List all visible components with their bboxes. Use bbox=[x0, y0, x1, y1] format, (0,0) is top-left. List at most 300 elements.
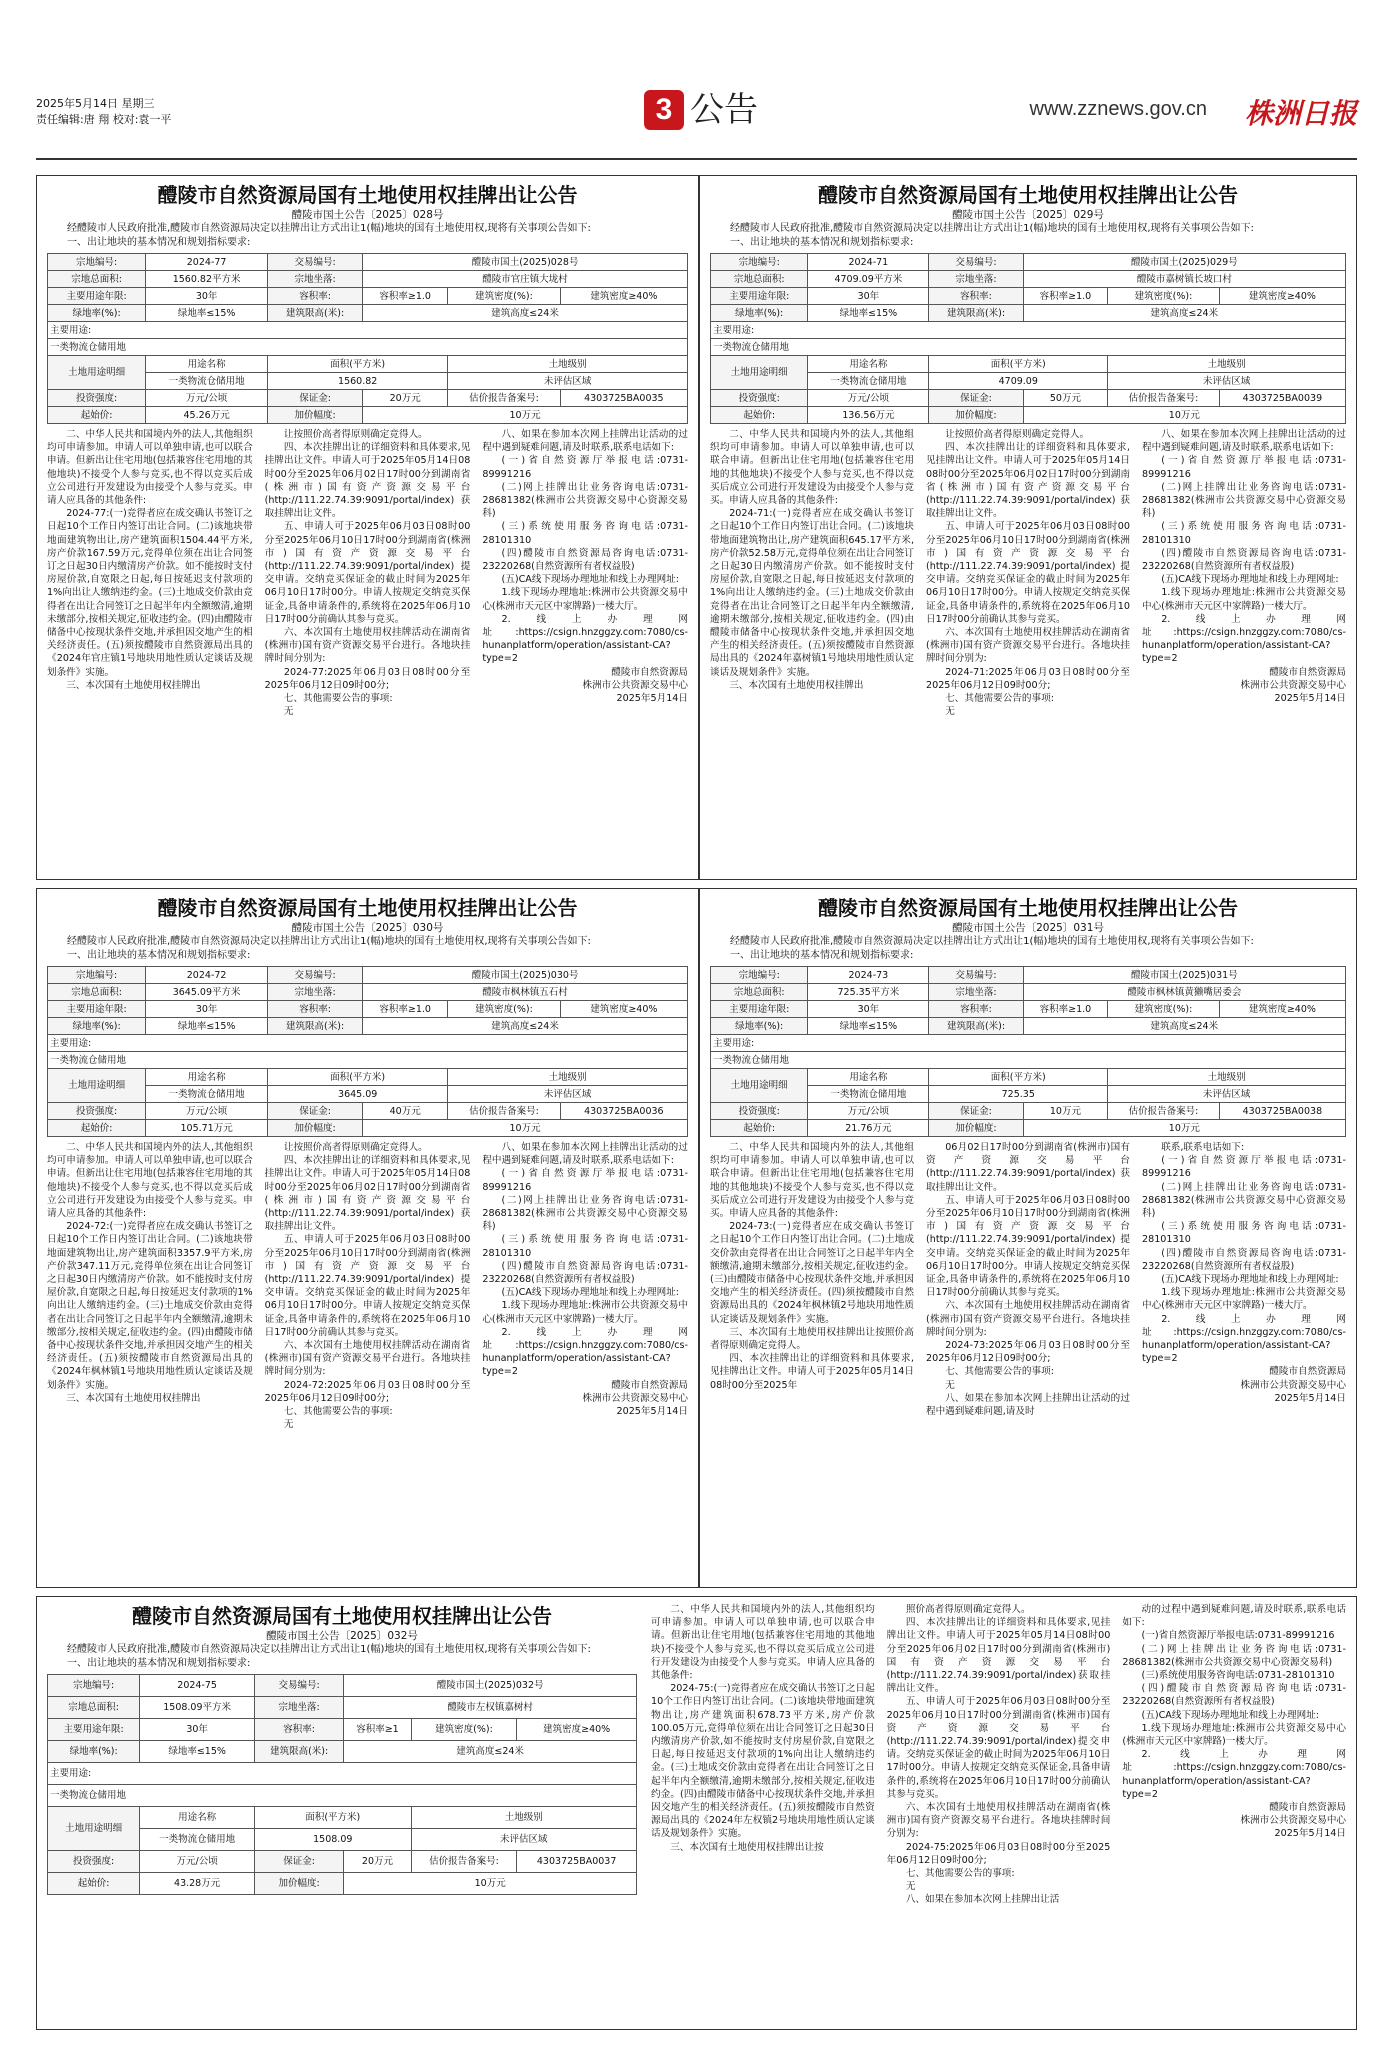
table-cell: 起始价: bbox=[48, 407, 146, 424]
table-cell: 2024-71 bbox=[808, 254, 929, 271]
paragraph: 照价高者得原则确定竞得人。 bbox=[905, 1604, 1031, 1615]
paragraph: 联系,联系电话如下: bbox=[1161, 1142, 1245, 1153]
table-cell: 加价幅度: bbox=[929, 1120, 1023, 1137]
table-row bbox=[711, 1069, 1346, 1086]
table-cell: 万元/公顷 bbox=[808, 390, 929, 407]
table-cell: 10万元 bbox=[363, 1120, 688, 1137]
table-cell: 容积率: bbox=[268, 1001, 363, 1018]
paragraph: (四)醴陵市自然资源局咨询电话:0731-23220268(自然资源所有者权益股) bbox=[482, 547, 689, 573]
table-cell: 加价幅度: bbox=[254, 1873, 343, 1895]
notice-031 bbox=[699, 888, 1357, 1588]
table-cell: 绿地率(%): bbox=[48, 1741, 140, 1763]
table-cell: 建筑限高(米): bbox=[929, 305, 1023, 322]
table-row bbox=[48, 1873, 637, 1895]
paragraph: (二)网上挂牌出让业务咨询电话:0731-28681382(株洲市公共资源交易中心资源交易科) bbox=[1122, 1643, 1347, 1668]
paragraph: 八、如果在参加本次网上挂牌出让活动的过程中遇到疑难问题,请及时 bbox=[926, 1392, 1130, 1418]
notice-body-columns bbox=[47, 428, 688, 718]
notice-title: 醴陵市自然资源局国有土地使用权挂牌出让公告 bbox=[132, 1604, 552, 1628]
paragraph: 二、中华人民共和国境内外的法人,其他组织均可申请参加。申请人可以单独申请,也可以联合申请。但新出让住宅用地(包括兼容住宅用地的其他地块)不接受个人参与竞买,也不得以竞买后成立公司进行开发建设为由接受个人参与竞买。申请人应具备的其他条件: bbox=[651, 1604, 875, 1682]
table-cell: 一类物流仓储用地 bbox=[808, 373, 929, 390]
table-cell: 主要用途: bbox=[48, 322, 688, 339]
paragraph: 2.线上办理网址:https://csign.hnzggzy.com:7080/cs-hunanplatform/operation/assistant-CA?type=2 bbox=[1142, 613, 1346, 665]
table-cell: 土地级别 bbox=[1108, 1069, 1346, 1086]
paragraph: 三、本次国有土地使用权挂牌出 bbox=[729, 679, 864, 691]
signature-line: 醴陵市自然资源局 bbox=[611, 666, 689, 678]
table-row bbox=[711, 1018, 1346, 1035]
paragraph: 八、如果在参加本次网上挂牌出让活 bbox=[905, 1894, 1060, 1906]
table-cell: 万元/公顷 bbox=[140, 1851, 255, 1873]
paragraph: (五)CA线下现场办理地址和线上办理网址: bbox=[1161, 1274, 1339, 1286]
table-cell: 宗地总面积: bbox=[711, 271, 808, 288]
table-row bbox=[711, 356, 1346, 373]
table-row bbox=[48, 1052, 688, 1069]
table-cell: 面积(平方米) bbox=[929, 356, 1108, 373]
paragraph: 七、其他需要公告的事项: bbox=[283, 1406, 393, 1418]
table-cell: 建筑限高(米): bbox=[254, 1741, 343, 1763]
text-column bbox=[1142, 428, 1346, 718]
paragraph: (五)CA线下现场办理地址和线上办理网址: bbox=[501, 1287, 680, 1299]
site-url[interactable]: www.zznews.gov.cn bbox=[1029, 98, 1207, 120]
notice-body-columns bbox=[710, 428, 1346, 718]
table-cell: 宗地总面积: bbox=[48, 271, 146, 288]
table-cell: 3645.09 bbox=[268, 1086, 448, 1103]
paragraph: (二)网上挂牌出让业务咨询电话:0731-28681382(株洲市公共资源交易中心资源交易科) bbox=[482, 1194, 689, 1233]
table-cell: 加价幅度: bbox=[268, 407, 363, 424]
table-cell: 主要用途: bbox=[48, 1763, 637, 1785]
paragraph: 2024-71:2025年06月03日08时00分至2025年06月12日09时00分; bbox=[926, 666, 1130, 691]
paragraph: 二、中华人民共和国境内外的法人,其他组织均可申请参加。申请人可以单独申请,也可以联合申请。但新出让住宅用地(包括兼容住宅用地的其他地块)不接受个人参与竞买,也不得以竞买后成立公司进行开发建设为由接受个人参与竞买。申请人应具备的其他条件: bbox=[47, 429, 253, 507]
table-cell: 1560.82 bbox=[268, 373, 448, 390]
table-cell: 宗地编号: bbox=[48, 254, 146, 271]
table-cell: 3645.09平方米 bbox=[146, 984, 268, 1001]
table-cell: 土地用途明细 bbox=[48, 1069, 146, 1103]
text-column bbox=[47, 428, 253, 718]
table-cell: 用途名称 bbox=[808, 1069, 929, 1086]
table-cell: 起始价: bbox=[711, 1120, 808, 1137]
paragraph: 1.线下现场办理地址:株洲市公共资源交易中心(株洲市天元区中家牌路)一楼大厅。 bbox=[1142, 1287, 1346, 1312]
notice-number: 醴陵市国土公告〔2025〕030号 bbox=[291, 922, 444, 934]
text-column bbox=[710, 1141, 914, 1418]
table-cell: 10万元 bbox=[1023, 1103, 1108, 1120]
table-cell: 醴陵市官庄镇大垅村 bbox=[363, 271, 688, 288]
paragraph: (三)系统使用服务咨询电话:0731-28101310 bbox=[482, 1234, 689, 1259]
table-row bbox=[48, 407, 688, 424]
table-cell: 10万元 bbox=[363, 407, 688, 424]
paragraph: 八、如果在参加本次网上挂牌出让活动的过程中遇到疑难问题,请及时联系,联系电话如下: bbox=[482, 1142, 689, 1167]
table-cell: 建筑密度≥40% bbox=[560, 288, 687, 305]
paragraph: 二、中华人民共和国境内外的法人,其他组织均可申请参加。申请人可以单独申请,也可以联合申请。但新出让住宅用地(包括兼容住宅用地的其他地块)不接受个人参与竞买,也不得以竞买后成立公司进行开发建设为由接受个人参与竞买。申请人应具备的其他条件: bbox=[710, 429, 914, 507]
table-row bbox=[711, 254, 1346, 271]
table-cell: 醴陵市国土(2025)032号 bbox=[344, 1675, 637, 1697]
notice-body-columns bbox=[710, 1141, 1346, 1418]
table-row bbox=[48, 984, 688, 1001]
table-cell: 45.26万元 bbox=[146, 407, 268, 424]
text-column bbox=[710, 428, 914, 718]
table-cell: 投资强度: bbox=[48, 390, 146, 407]
paragraph: 六、本次国有土地使用权挂牌活动在湖南省(株洲市)国有资产资源交易平台进行。各地块挂牌时间分别为: bbox=[926, 627, 1130, 665]
table-cell: 绿地率≤15% bbox=[808, 1018, 929, 1035]
table-cell: 1508.09平方米 bbox=[140, 1697, 255, 1719]
table-cell: 50万元 bbox=[1023, 390, 1108, 407]
table-cell: 宗地坐落: bbox=[929, 984, 1023, 1001]
table-cell: 万元/公顷 bbox=[808, 1103, 929, 1120]
text-column bbox=[926, 1141, 1130, 1418]
table-cell: 主要用途年限: bbox=[711, 1001, 808, 1018]
paragraph: 2024-75:2025年06月03日08时00分至2025年06月12日09时00分; bbox=[886, 1841, 1111, 1866]
table-row bbox=[711, 288, 1346, 305]
paragraph: (四)醴陵市自然资源局咨询电话:0731-23220268(自然资源所有者权益股) bbox=[1122, 1683, 1347, 1708]
table-cell: 建筑密度≥40% bbox=[517, 1719, 637, 1741]
table-cell: 宗地编号: bbox=[711, 254, 808, 271]
table-cell: 725.35平方米 bbox=[808, 984, 929, 1001]
table-cell: 建筑密度(%): bbox=[411, 1719, 517, 1741]
paragraph: 2.线上办理网址:https://csign.hnzggzy.com:7080/cs-hunanplatform/operation/assistant-CA?type=2 bbox=[482, 1326, 689, 1378]
table-row bbox=[48, 1785, 637, 1807]
table-cell: 容积率≥1.0 bbox=[363, 288, 448, 305]
table-cell: 醴陵市国土(2025)029号 bbox=[1023, 254, 1345, 271]
table-cell: 宗地坐落: bbox=[254, 1697, 343, 1719]
table-row bbox=[48, 356, 688, 373]
paragraph: 八、如果在参加本次网上挂牌出让活动的过程中遇到疑难问题,请及时联系,联系电话如下: bbox=[1142, 429, 1346, 454]
paragraph: 2024-73:2025年06月03日08时00分至2025年06月12日09时00分; bbox=[926, 1340, 1130, 1365]
notice-number: 醴陵市国土公告〔2025〕031号 bbox=[952, 922, 1104, 934]
table-cell: 万元/公顷 bbox=[146, 1103, 268, 1120]
table-cell: 交易编号: bbox=[929, 967, 1023, 984]
table-cell: 加价幅度: bbox=[268, 1120, 363, 1137]
signature-line: 2025年5月14日 bbox=[616, 1406, 689, 1418]
notice-head bbox=[710, 895, 1346, 963]
table-cell: 建筑限高(米): bbox=[268, 1018, 363, 1035]
table-row bbox=[48, 271, 688, 288]
table-row bbox=[48, 1719, 637, 1741]
paragraph: 五、申请人可于2025年06月03日08时00分至2025年06月10日17时00分到湖南省(株洲市)国有资产资源交易平台(http://111.22.74.39:9091/portal/index)提交申请。交纳竞买保证金的截止时间为2025年06月10日17时00分。申请人按规定交纳竞买保证金,具备申请条件的,系统将在2025年06月10日17时00分前确认其参与竞买。 bbox=[926, 1194, 1130, 1299]
table-cell: 10万元 bbox=[1023, 1120, 1345, 1137]
table-cell: 一类物流仓储用地 bbox=[48, 1052, 688, 1069]
land-spec-table bbox=[710, 253, 1346, 424]
table-cell: 未评估区域 bbox=[448, 373, 688, 390]
table-cell: 1560.82平方米 bbox=[146, 271, 268, 288]
paragraph: 六、本次国有土地使用权挂牌活动在湖南省(株洲市)国有资产资源交易平台进行。各地块挂牌时间分别为: bbox=[926, 1300, 1130, 1338]
table-cell: 宗地坐落: bbox=[268, 984, 363, 1001]
paragraph: 二、中华人民共和国境内外的法人,其他组织均可申请参加。申请人可以单独申请,也可以联合申请。但新出让住宅用地(包括兼容住宅用地的其他地块)不接受个人参与竞买,也不得以竞买后成立公司进行开发建设为由接受个人参与竞买。申请人应具备的其他条件: bbox=[47, 1142, 253, 1220]
table-row bbox=[48, 339, 688, 356]
table-cell: 2024-72 bbox=[146, 967, 268, 984]
table-row bbox=[48, 1103, 688, 1120]
table-cell: 土地级别 bbox=[1108, 356, 1346, 373]
table-cell: 宗地总面积: bbox=[48, 1697, 140, 1719]
paragraph: 2.线上办理网址:https://csign.hnzggzy.com:7080/cs-hunanplatform/operation/assistant-CA?type=2 bbox=[482, 613, 689, 665]
text-column bbox=[265, 428, 471, 718]
table-cell: 面积(平方米) bbox=[254, 1807, 411, 1829]
table-cell: 2024-73 bbox=[808, 967, 929, 984]
notice-wide-layout bbox=[47, 1603, 1346, 1907]
table-row bbox=[711, 1035, 1346, 1052]
table-cell: 投资强度: bbox=[48, 1103, 146, 1120]
table-cell: 建筑高度≤24米 bbox=[363, 305, 688, 322]
table-cell: 用途名称 bbox=[140, 1807, 255, 1829]
paragraph: (一)省自然资源厅举报电话:0731-89991216 bbox=[1142, 455, 1346, 480]
table-cell: 2024-77 bbox=[146, 254, 268, 271]
paragraph: 无 bbox=[945, 706, 955, 718]
notice-028 bbox=[36, 175, 699, 880]
table-cell: 建筑密度(%): bbox=[448, 288, 560, 305]
table-cell: 投资强度: bbox=[48, 1851, 140, 1873]
table-row bbox=[48, 1807, 637, 1829]
table-cell: 4709.09平方米 bbox=[808, 271, 929, 288]
table-cell: 面积(平方米) bbox=[268, 356, 448, 373]
signature-line: 株洲市公共资源交易中心 bbox=[1240, 1815, 1347, 1827]
table-cell: 10万元 bbox=[1023, 407, 1345, 424]
table-cell: 4303725BA0038 bbox=[1219, 1103, 1345, 1120]
paragraph: 06月02日17时00分到湖南省(株洲市)国有资产资源交易平台(http://111.22.74.39:9091/portal/index)获取挂牌出让文件。 bbox=[926, 1142, 1130, 1193]
notice-intro: 经醴陵市人民政府批准,醴陵市自然资源局决定以挂牌出让方式出让1(幅)地块的国有土地使用权,现将有关事项公告如下: bbox=[730, 936, 1254, 947]
table-cell: 容积率: bbox=[929, 1001, 1023, 1018]
paragraph: 1.线下现场办理地址:株洲市公共资源交易中心(株洲市天元区中家牌路)一楼大厅。 bbox=[482, 1300, 689, 1325]
notice-intro: 经醴陵市人民政府批准,醴陵市自然资源局决定以挂牌出让方式出让1(幅)地块的国有土地使用权,现将有关事项公告如下: bbox=[730, 223, 1254, 234]
paragraph: 2.线上办理网址:https://csign.hnzggzy.com:7080/cs-hunanplatform/operation/assistant-CA?type=2 bbox=[1122, 1749, 1347, 1800]
table-cell: 主要用途年限: bbox=[48, 1719, 140, 1741]
notice-029 bbox=[699, 175, 1357, 880]
paragraph: 无 bbox=[283, 1419, 294, 1431]
notice-body-columns bbox=[47, 1141, 688, 1431]
paragraph: (四)醴陵市自然资源局咨询电话:0731-23220268(自然资源所有者权益股) bbox=[1142, 1247, 1346, 1272]
table-cell: 交易编号: bbox=[929, 254, 1023, 271]
table-cell: 一类物流仓储用地 bbox=[48, 339, 688, 356]
table-row bbox=[711, 339, 1346, 356]
table-cell: 20万元 bbox=[363, 390, 448, 407]
table-cell: 建筑密度(%): bbox=[1108, 288, 1220, 305]
table-cell: 起始价: bbox=[48, 1120, 146, 1137]
table-row bbox=[711, 407, 1346, 424]
table-cell: 一类物流仓储用地 bbox=[146, 1086, 268, 1103]
table-row bbox=[711, 984, 1346, 1001]
paragraph: 四、本次挂牌出让的详细资料和具体要求,见挂牌出让文件。申请人可于2025年05月14日08时00分至2025年06月02日17时00分到湖南省(株洲市)国有资产资源交易平台(http://111.22.74.39:9091/portal/index)获取挂牌出让文件。 bbox=[886, 1617, 1111, 1695]
table-cell: 面积(平方米) bbox=[929, 1069, 1108, 1086]
paragraph: 2024-71:(一)竞得者应在成交确认书签订之日起10个工作日内签订出让合同。(二)该地块带地面建筑物出让,房产建筑面积645.17平方米,房产价款52.58万元,竞得单位须在出让合同签订之日起30日内缴清房产价款。如不能按时支付房屋价款,自宽限之日起,每日按延迟支付款项的1%向出让人缴纳违约金。(三)土地成交价款由竞得者在出让合同签订之日起半年内全额缴清,逾期未缴部分,按相关规定,征收违约金。(四)由醴陵市储备中心按现状条件交地,并承担因交地产生的相关经济责任。(五)须按醴陵市自然资源局出具的《2024年嘉树镇1号地块用地性质认定谈话及规划条件》实施。 bbox=[710, 508, 914, 678]
table-cell: 用途名称 bbox=[146, 1069, 268, 1086]
table-row bbox=[48, 1069, 688, 1086]
page-number-badge: 3 bbox=[644, 90, 684, 130]
section-heading: 一、出让地块的基本情况和规划指标要求: bbox=[67, 950, 251, 961]
table-row bbox=[711, 1001, 1346, 1018]
table-row bbox=[48, 254, 688, 271]
paragraph: 1.线下现场办理地址:株洲市公共资源交易中心(株洲市天元区中家牌路)一楼大厅。 bbox=[1142, 587, 1346, 612]
table-cell: 1508.09 bbox=[254, 1829, 411, 1851]
table-cell: 保证金: bbox=[268, 1103, 363, 1120]
paragraph: (二)网上挂牌出让业务咨询电话:0731-28681382(株洲市公共资源交易中心资源交易科) bbox=[482, 481, 689, 520]
table-cell: 土地级别 bbox=[411, 1807, 636, 1829]
table-cell: 建筑限高(米): bbox=[268, 305, 363, 322]
paragraph: 2024-73:(一)竞得者应在成交确认书签订之日起10个工作日内签订出让合同。(二)土地成交价款由竞得者在出让合同签订之日起半年内全额缴清,逾期未缴部分,按相关规定,征收违约金。(三)由醴陵市储备中心按现状条件交地,并承担因交地产生的相关经济责任。(四)须按醴陵市自然资源局出具的《2024年枫林镇2号地块用地性质认定谈话及规划条件》实施。 bbox=[710, 1221, 914, 1325]
paragraph: 1.线下现场办理地址:株洲市公共资源交易中心(株洲市天元区中家牌路)一楼大厅。 bbox=[1122, 1722, 1347, 1748]
notice-title: 醴陵市自然资源局国有土地使用权挂牌出让公告 bbox=[157, 896, 578, 920]
signature-line: 株洲市公共资源交易中心 bbox=[582, 1392, 689, 1404]
text-column bbox=[1142, 1141, 1346, 1418]
paragraph: (一)省自然资源厅举报电话:0731-89991216 bbox=[482, 455, 689, 480]
table-row bbox=[48, 322, 688, 339]
table-row bbox=[48, 305, 688, 322]
table-cell: 建筑高度≤24米 bbox=[363, 1018, 688, 1035]
text-column bbox=[887, 1603, 1111, 1907]
text-column bbox=[482, 428, 688, 718]
paragraph: 五、申请人可于2025年06月03日08时00分至2025年06月10日17时00分到湖南省(株洲市)国有资产资源交易平台(http://111.22.74.39:9091/portal/index)提交申请。交纳竞买保证金的截止时间为2025年06月10日17时00分。申请人按规定交纳竞买保证金,具备申请条件的,系统将在2025年06月10日17时00分前确认其参与竞买。 bbox=[264, 521, 471, 625]
table-row bbox=[48, 1763, 637, 1785]
notice-body-columns bbox=[651, 1603, 1346, 1907]
paragraph: (五)CA线下现场办理地址和线上办理网址: bbox=[501, 574, 680, 586]
table-cell: 建筑密度≥40% bbox=[1219, 288, 1345, 305]
paragraph: 无 bbox=[945, 1379, 955, 1391]
paragraph: 四、本次挂牌出让的详细资料和具体要求,见挂牌出让文件。申请人可于2025年05月14日08时00分至2025年06月02日17时00分到湖南省(株洲市)国有资产资源交易平台(http://111.22.74.39:9091/portal/index)获取挂牌出让文件。 bbox=[264, 1155, 471, 1233]
notice-head bbox=[47, 895, 688, 963]
table-cell: 建筑限高(米): bbox=[929, 1018, 1023, 1035]
paragraph: 二、中华人民共和国境内外的法人,其他组织均可申请参加。申请人可以单独申请,也可以联合申请。但新出让住宅用地(包括兼容住宅用地的其他地块)不接受个人参与竞买,也不得以竞买后成立公司进行开发建设为由接受个人参与竞买。申请人应具备的其他条件: bbox=[710, 1142, 914, 1220]
table-cell: 主要用途年限: bbox=[711, 288, 808, 305]
paragraph: (五)CA线下现场办理地址和线上办理网址: bbox=[1161, 574, 1339, 586]
table-cell: 宗地总面积: bbox=[711, 984, 808, 1001]
notice-intro: 经醴陵市人民政府批准,醴陵市自然资源局决定以挂牌出让方式出让1(幅)地块的国有土地使用权,现将有关事项公告如下: bbox=[67, 1644, 591, 1655]
table-cell: 醴陵市枫林镇黄獭嘴居委会 bbox=[1023, 984, 1345, 1001]
paragraph: 四、本次挂牌出让的详细资料和具体要求,见挂牌出让文件。申请人可于2025年05月14日08时00分至2025年 bbox=[710, 1353, 914, 1391]
table-row bbox=[48, 1851, 637, 1873]
paragraph: 五、申请人可于2025年06月03日08时00分至2025年06月10日17时00分到湖南省(株洲市)国有资产资源交易平台(http://111.22.74.39:9091/portal/index)提交申请。交纳竞买保证金的截止时间为2025年06月10日17时00分。申请人按规定交纳竞买保证金,具备申请条件的,系统将在2025年06月10日17时00分前确认其参与竞买。 bbox=[886, 1696, 1111, 1800]
notice-head bbox=[47, 1603, 637, 1671]
paragraph: (三)系统使用服务咨询电话:0731-28101310 bbox=[1141, 1670, 1335, 1682]
masthead bbox=[36, 90, 1357, 140]
table-cell: 土地用途明细 bbox=[711, 356, 808, 390]
notice-number: 醴陵市国土公告〔2025〕032号 bbox=[266, 1630, 418, 1642]
table-cell: 主要用途: bbox=[48, 1035, 688, 1052]
header-editors: 责任编辑:唐 翔 校对:袁一平 bbox=[36, 113, 172, 126]
notice-head bbox=[47, 182, 688, 250]
notice-title: 醴陵市自然资源局国有土地使用权挂牌出让公告 bbox=[818, 896, 1238, 920]
table-cell: 建筑高度≤24米 bbox=[344, 1741, 637, 1763]
table-row bbox=[711, 1103, 1346, 1120]
table-cell: 绿地率(%): bbox=[48, 1018, 146, 1035]
table-cell: 估价报告备案号: bbox=[1108, 390, 1220, 407]
table-cell: 建筑密度≥40% bbox=[1219, 1001, 1345, 1018]
table-cell: 43.28万元 bbox=[140, 1873, 255, 1895]
signature-line: 醴陵市自然资源局 bbox=[1269, 1802, 1347, 1814]
table-cell: 醴陵市左权镇嘉树村 bbox=[344, 1697, 637, 1719]
table-cell: 容积率: bbox=[254, 1719, 343, 1741]
text-column bbox=[265, 1141, 471, 1431]
table-cell: 容积率: bbox=[268, 288, 363, 305]
table-cell: 估价报告备案号: bbox=[448, 390, 560, 407]
table-row bbox=[48, 1018, 688, 1035]
table-cell: 土地级别 bbox=[448, 356, 688, 373]
paragraph: 2024-72:2025年06月03日08时00分至2025年06月12日09时00分; bbox=[264, 1379, 471, 1404]
table-cell: 4709.09 bbox=[929, 373, 1108, 390]
land-spec-table bbox=[47, 253, 688, 424]
table-cell: 交易编号: bbox=[268, 967, 363, 984]
signature-line: 2025年5月14日 bbox=[1274, 1828, 1347, 1840]
table-row bbox=[711, 305, 1346, 322]
paragraph: (四)醴陵市自然资源局咨询电话:0731-23220268(自然资源所有者权益股) bbox=[1142, 547, 1346, 573]
table-cell: 绿地率≤15% bbox=[146, 305, 268, 322]
paragraph: 八、如果在参加本次网上挂牌出让活动的过程中遇到疑难问题,请及时联系,联系电话如下: bbox=[482, 429, 689, 454]
paragraph: (三)系统使用服务咨询电话:0731-28101310 bbox=[482, 521, 689, 546]
paragraph: (一)省自然资源厅举报电话:0731-89991216 bbox=[1142, 1155, 1346, 1180]
notice-032 bbox=[36, 1596, 1357, 2030]
table-row bbox=[48, 1697, 637, 1719]
paragraph: (三)系统使用服务咨询电话:0731-28101310 bbox=[1142, 1221, 1346, 1246]
table-cell: 绿地率(%): bbox=[711, 1018, 808, 1035]
paragraph: 六、本次国有土地使用权挂牌活动在湖南省(株洲市)国有资产资源交易平台进行。各地块挂牌时间分别为: bbox=[886, 1802, 1111, 1840]
paragraph: 七、其他需要公告的事项: bbox=[283, 693, 393, 705]
signature-line: 醴陵市自然资源局 bbox=[1269, 666, 1346, 678]
header-date: 2025年5月14日 星期三 bbox=[36, 97, 155, 110]
table-cell: 主要用途: bbox=[711, 1035, 1346, 1052]
table-cell: 20万元 bbox=[344, 1851, 411, 1873]
table-cell: 绿地率≤15% bbox=[140, 1741, 255, 1763]
paragraph: 六、本次国有土地使用权挂牌活动在湖南省(株洲市)国有资产资源交易平台进行。各地块挂牌时间分别为: bbox=[264, 1340, 471, 1378]
table-row bbox=[48, 1675, 637, 1697]
paragraph: 五、申请人可于2025年06月03日08时00分至2025年06月10日17时00分到湖南省(株洲市)国有资产资源交易平台(http://111.22.74.39:9091/portal/index)提交申请。交纳竞买保证金的截止时间为2025年06月10日17时00分。申请人按规定交纳竞买保证金,具备申请条件的,系统将在2025年06月10日17时00分前确认其参与竞买。 bbox=[264, 1234, 471, 1338]
table-cell: 面积(平方米) bbox=[268, 1069, 448, 1086]
table-cell: 宗地总面积: bbox=[48, 984, 146, 1001]
table-row bbox=[711, 967, 1346, 984]
paragraph: 2024-72:(一)竞得者应在成交确认书签订之日起10个工作日内签订出让合同。(二)该地块带地面建筑物出让,房产建筑面积3357.9平方米,房产价款347.11万元,竞得单位须在出让合同签订之日起30日内缴清房产价款。如不能按时支付房屋价款,自宽限之日起,每日按延迟支付款项的1%向出让人缴纳违约金。(三)土地成交价款由竞得者在出让合同签订之日起半年内全额缴清,逾期未缴部分,按相关规定,征收违约金。(四)由醴陵市储备中心按现状条件交地,并承担因交地产生的相关经济责任。(五)须按醴陵市自然资源局出具的《2024年枫林镇1号地块用地性质认定谈话及规划条件》实施。 bbox=[47, 1221, 253, 1391]
table-cell: 宗地编号: bbox=[711, 967, 808, 984]
table-row bbox=[48, 1120, 688, 1137]
table-cell: 绿地率≤15% bbox=[808, 305, 929, 322]
paragraph: 七、其他需要公告的事项: bbox=[945, 1366, 1054, 1378]
land-spec-table bbox=[710, 966, 1346, 1137]
table-cell: 4303725BA0036 bbox=[560, 1103, 687, 1120]
section-title: 公告 bbox=[690, 90, 758, 130]
signature-line: 2025年5月14日 bbox=[616, 693, 689, 705]
paragraph: 三、本次国有土地使用权挂牌出 bbox=[66, 679, 201, 691]
table-cell: 绿地率≤15% bbox=[146, 1018, 268, 1035]
table-cell: 4303725BA0037 bbox=[517, 1851, 637, 1873]
notice-left-panel bbox=[47, 1603, 637, 1907]
land-spec-table bbox=[47, 966, 688, 1137]
signature-line: 2025年5月14日 bbox=[1274, 1392, 1346, 1404]
paragraph: 无 bbox=[283, 706, 294, 718]
table-cell: 宗地坐落: bbox=[268, 271, 363, 288]
table-cell: 主要用途年限: bbox=[48, 1001, 146, 1018]
table-cell: 交易编号: bbox=[254, 1675, 343, 1697]
notice-intro: 经醴陵市人民政府批准,醴陵市自然资源局决定以挂牌出让方式出让1(幅)地块的国有土地使用权,现将有关事项公告如下: bbox=[67, 936, 591, 947]
table-cell: 136.56万元 bbox=[808, 407, 929, 424]
table-cell: 交易编号: bbox=[268, 254, 363, 271]
paragraph: (五)CA线下现场办理地址和线上办理网址: bbox=[1141, 1709, 1320, 1721]
newspaper-logo: 株洲日报 bbox=[1244, 97, 1357, 130]
table-cell: 一类物流仓储用地 bbox=[808, 1086, 929, 1103]
table-cell: 醴陵市国土(2025)030号 bbox=[363, 967, 688, 984]
paragraph: 2.线上办理网址:https://csign.hnzggzy.com:7080/cs-hunanplatform/operation/assistant-CA?type=2 bbox=[1142, 1313, 1346, 1365]
table-cell: 建筑密度≥40% bbox=[560, 1001, 687, 1018]
table-cell: 2024-75 bbox=[140, 1675, 255, 1697]
table-cell: 容积率≥1.0 bbox=[1023, 288, 1108, 305]
table-cell: 建筑高度≤24米 bbox=[1023, 1018, 1345, 1035]
table-row bbox=[711, 271, 1346, 288]
table-cell: 主要用途: bbox=[711, 322, 1346, 339]
table-cell: 投资强度: bbox=[711, 1103, 808, 1120]
signature-line: 株洲市公共资源交易中心 bbox=[1240, 679, 1346, 691]
table-cell: 起始价: bbox=[711, 407, 808, 424]
text-column bbox=[47, 1141, 253, 1431]
table-cell: 未评估区域 bbox=[1108, 373, 1346, 390]
table-cell: 保证金: bbox=[268, 390, 363, 407]
table-cell: 容积率: bbox=[929, 288, 1023, 305]
paragraph: (一)省自然资源厅举报电话:0731-89991216 bbox=[482, 1168, 689, 1193]
table-cell: 土地用途明细 bbox=[48, 356, 146, 390]
table-cell: 10万元 bbox=[344, 1873, 637, 1895]
table-cell: 一类物流仓储用地 bbox=[146, 373, 268, 390]
paragraph: 七、其他需要公告的事项: bbox=[945, 693, 1054, 705]
paragraph: (四)醴陵市自然资源局咨询电话:0731-23220268(自然资源所有者权益股) bbox=[482, 1260, 689, 1286]
